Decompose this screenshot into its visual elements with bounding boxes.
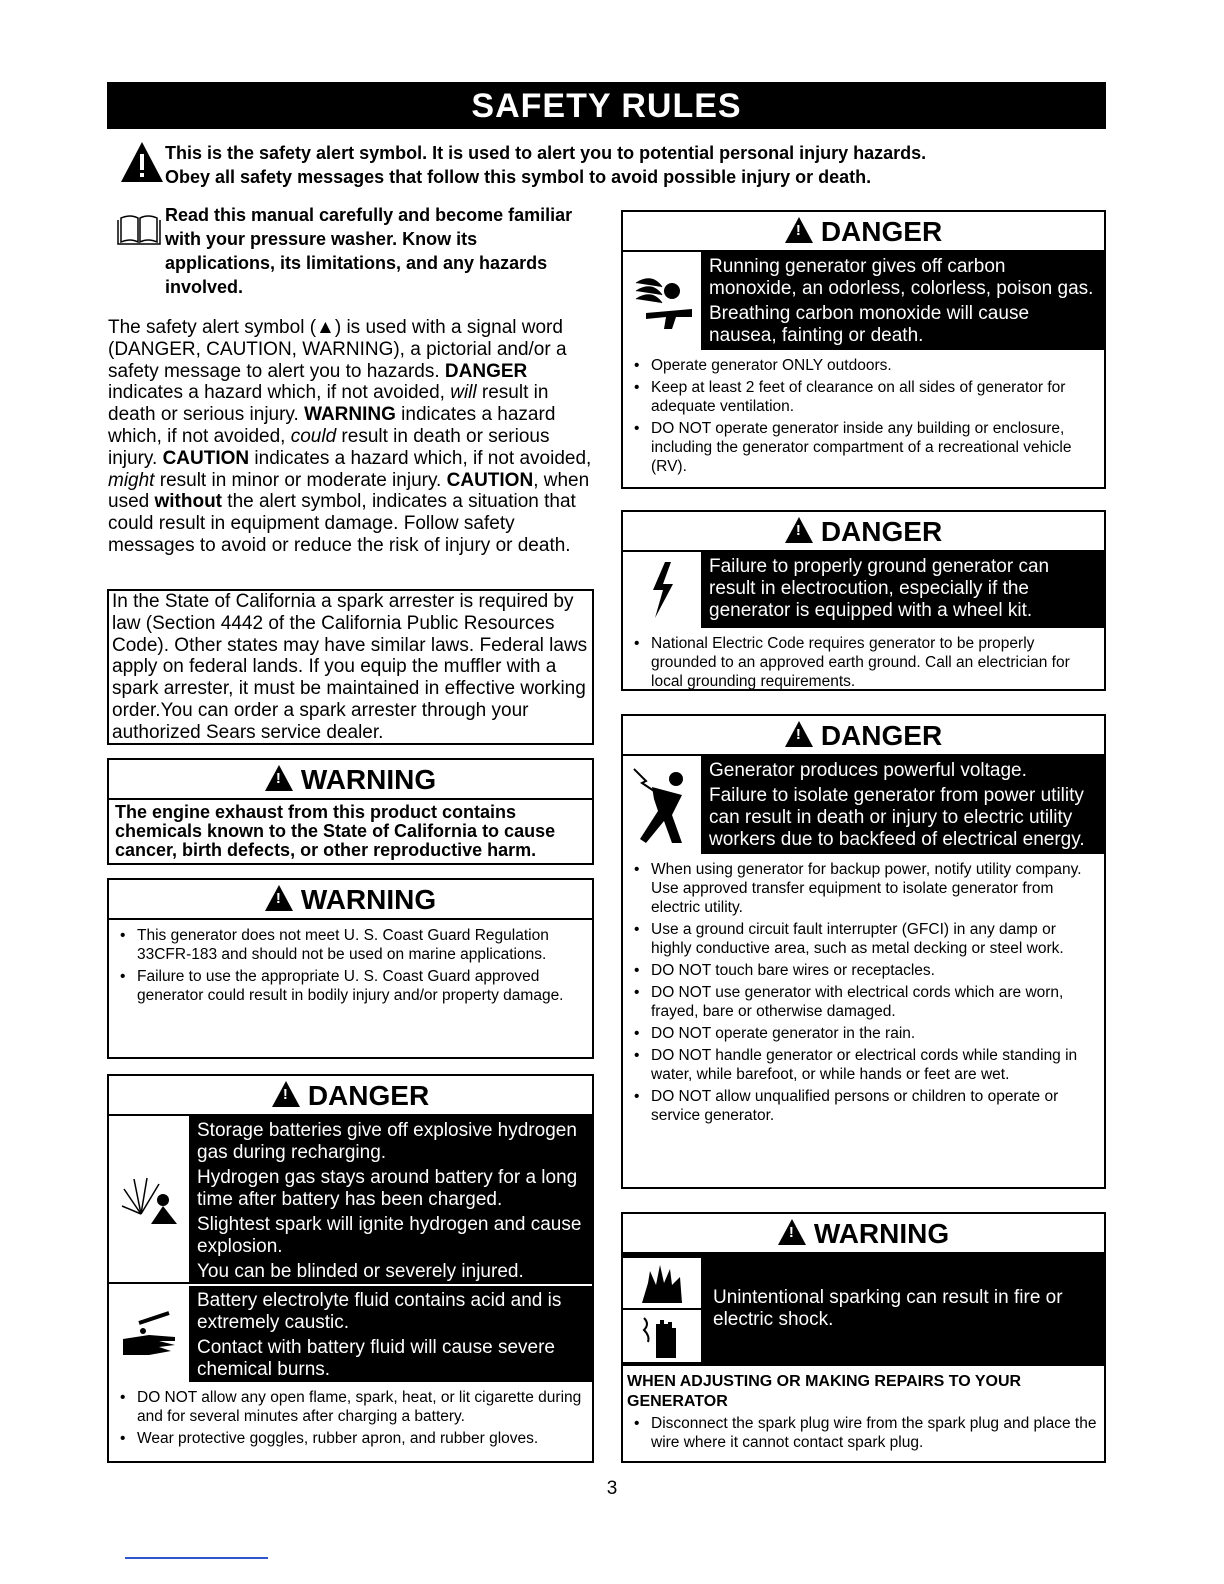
manual-note: Read this manual carefully and become familiar with your pressure washer. Know its applications, its limitations, and any hazards involved. <box>165 205 573 297</box>
hazard-line: Generator produces powerful voltage. <box>709 760 1027 781</box>
hazard-line: Failure to properly ground generator can result in electrocution, especially if the generator is equipped with a wheel kit. <box>709 556 1050 621</box>
text: indicates a hazard which, if not avoided, <box>108 404 556 447</box>
intro-paragraph <box>108 317 594 557</box>
signal-word: DANGER <box>307 1080 430 1111</box>
safety-alert-icon <box>120 140 164 189</box>
list-item: • Operate generator ONLY outdoors. <box>629 356 1098 375</box>
text: result in death or serious injury. <box>108 382 549 426</box>
alert-triangle-icon <box>272 1081 300 1107</box>
text: CAUTION <box>446 469 534 491</box>
page-title: SAFETY RULES <box>107 82 1106 129</box>
danger-grounding-box <box>621 510 1106 691</box>
bullet-list <box>623 628 1104 700</box>
list-item: • DO NOT touch bare wires or receptacles. <box>629 961 1098 980</box>
hazard-panel <box>623 552 1104 628</box>
danger-header <box>623 212 1104 252</box>
text: CAUTION <box>162 447 250 469</box>
divider-line <box>125 1557 268 1559</box>
list-item: • Failure to use the appropriate U. S. Coast Guard approved generator could result in bodily injury and/or property damage. <box>115 967 586 1005</box>
text: , when used <box>108 469 590 513</box>
danger-header <box>623 512 1104 552</box>
hazard-line: Battery electrolyte fluid contains acid and is extremely caustic. <box>197 1290 562 1333</box>
alert-triangle-icon <box>785 721 813 747</box>
list-item: • DO NOT allow any open flame, spark, heat, or lit cigarette during and for several minutes after charging a battery. <box>115 1388 586 1426</box>
danger-voltage-box <box>621 714 1106 1189</box>
signal-word: DANGER <box>820 720 943 751</box>
electric-shock-hand-icon <box>623 1310 701 1362</box>
signal-word: WARNING <box>300 884 437 915</box>
text: WARNING <box>304 404 396 426</box>
list-item: • Keep at least 2 feet of clearance on all sides of generator for adequate ventilation. <box>629 378 1098 416</box>
text: indicates a hazard which, if not avoided, <box>108 382 451 404</box>
acid-burn-icon <box>109 1286 189 1382</box>
warning-sparking-box <box>621 1212 1106 1463</box>
hazard-text <box>701 252 1104 350</box>
list-item: • DO NOT operate generator in the rain. <box>629 1024 1098 1043</box>
section-subheading: WHEN ADJUSTING OR MAKING REPAIRS TO YOUR GENERATOR <box>627 1373 1022 1410</box>
warning-exhaust-box <box>107 758 594 865</box>
hazard-line: Storage batteries give off explosive hydrogen gas during recharging. <box>197 1120 577 1163</box>
alert-symbol-text <box>165 141 926 189</box>
hazard-text <box>189 1286 592 1382</box>
hazard-line: Failure to isolate generator from power utility can result in death or injury to electric utility workers due to backfeed of electrical energy. <box>709 785 1085 850</box>
text: will <box>450 382 477 404</box>
text: might <box>108 469 155 491</box>
signal-word: WARNING <box>813 1218 950 1249</box>
list-item: • DO NOT operate generator inside any building or enclosure, including the generator compartment of a recreational vehicle (RV). <box>629 419 1098 476</box>
manual-book-icon <box>116 214 162 251</box>
text: without <box>154 491 223 513</box>
list-item: • DO NOT allow unqualified persons or children to operate or service generator. <box>629 1087 1098 1125</box>
signal-word: DANGER <box>820 516 943 547</box>
warning-text: The engine exhaust from this product contains chemicals known to the State of California to cause cancer, birth defects, or other reproductive harm. <box>115 802 556 860</box>
page-number: 3 <box>606 1478 618 1499</box>
hazard-text <box>701 552 1104 628</box>
danger-header <box>623 716 1104 756</box>
alert-triangle-icon <box>785 517 813 543</box>
text: could <box>290 425 337 447</box>
warning-coast-guard-box <box>107 878 594 1059</box>
danger-carbon-monoxide-box <box>621 210 1106 489</box>
list-item: • Wear protective goggles, rubber apron, and rubber gloves. <box>115 1429 586 1448</box>
explosion-icon <box>109 1116 189 1284</box>
danger-battery-box <box>107 1074 594 1463</box>
alert-triangle-icon <box>785 217 813 243</box>
electrocution-icon <box>623 756 701 854</box>
hazard-panel <box>623 252 1104 350</box>
hazard-line: You can be blinded or severely injured. <box>197 1261 524 1282</box>
california-notice: In the State of California a spark arrester is required by law (Section 4442 of the California Public Resources Code). Other states may have similar laws. Federal laws apply on federal lands. If you equip the muffler with a spark arrester, it must be maintained in effective working order.You can order a spark arrester through your authorized Sears service dealer. <box>107 589 594 745</box>
warning-header <box>623 1214 1104 1254</box>
alert-line-2: Obey all safety messages that follow this symbol to avoid possible injury or death. <box>165 167 872 187</box>
list-item: • When using generator for backup power, notify utility company. Use approved transfer equipment to isolate generator from electric utility. <box>629 860 1098 917</box>
hazard-line: Contact with battery fluid will cause severe chemical burns. <box>197 1337 555 1380</box>
warning-header <box>109 880 592 920</box>
text: result in minor or moderate injury. <box>154 469 447 491</box>
danger-header <box>109 1076 592 1116</box>
signal-word: WARNING <box>300 764 437 795</box>
bullet-list <box>623 854 1104 1134</box>
alert-triangle-icon <box>778 1219 806 1245</box>
hazard-line: Hydrogen gas stays around battery for a long time after battery has been charged. <box>197 1167 578 1210</box>
hazard-text <box>189 1116 592 1284</box>
list-item: • This generator does not meet U. S. Coast Guard Regulation 33CFR-183 and should not be used on marine applications. <box>115 926 586 964</box>
hazard-text <box>705 1283 1104 1338</box>
list-item: • Disconnect the spark plug wire from the spark plug and place the wire where it cannot contact spark plug. <box>629 1414 1098 1452</box>
text: indicates a hazard which, if not avoided, <box>249 447 592 469</box>
hazard-panel <box>109 1116 592 1284</box>
icon-column <box>623 1254 705 1366</box>
bullet-list <box>623 350 1104 485</box>
hazard-line: Breathing carbon monoxide will cause nausea, fainting or death. <box>709 303 1030 346</box>
bullet-list <box>109 920 592 1014</box>
alert-triangle-icon <box>265 765 293 791</box>
bullet-list <box>623 1412 1104 1461</box>
hazard-line: Slightest spark will ignite hydrogen and cause explosion. <box>197 1214 582 1257</box>
bullet-list <box>109 1382 592 1457</box>
text: the alert symbol, indicates a situation that could result in equipment damage. Follow safety messages to avoid or reduce the risk of injury or death. <box>108 491 576 556</box>
alert-line-1: This is the safety alert symbol. It is used to alert you to potential personal injury hazards. <box>165 143 927 163</box>
warning-header <box>109 760 592 800</box>
list-item: • National Electric Code requires generator to be properly grounded to an approved earth ground. Call an electrician for local grounding requirements. <box>629 634 1098 691</box>
list-item: • DO NOT use generator with electrical cords which are worn, frayed, bare or otherwise damaged. <box>629 983 1098 1021</box>
hazard-panel <box>623 756 1104 854</box>
fire-icon <box>623 1258 701 1308</box>
list-item: • DO NOT handle generator or electrical cords while standing in water, while barefoot, or while hands or feet are wet. <box>629 1046 1098 1084</box>
list-item: • Use a ground circuit fault interrupter (GFCI) in any damp or highly conductive area, such as metal decking or steel work. <box>629 920 1098 958</box>
signal-word: DANGER <box>820 216 943 247</box>
lightning-bolt-icon <box>623 552 701 628</box>
hazard-line: Unintentional sparking can result in fire or electric shock. <box>713 1286 1063 1330</box>
hazard-panel <box>623 1254 1104 1366</box>
hazard-text <box>701 756 1104 854</box>
text: result in death or serious injury. <box>108 425 550 469</box>
toxic-fumes-icon <box>623 252 701 350</box>
alert-triangle-icon <box>265 885 293 911</box>
hazard-line: Running generator gives off carbon monoxide, an odorless, colorless, poison gas. <box>709 256 1094 299</box>
hazard-panel <box>109 1286 592 1382</box>
text: DANGER <box>444 360 528 382</box>
text: The safety alert symbol ( <box>108 317 317 338</box>
text: ) is used with a signal word (DANGER, CAUTION, WARNING), a pictorial and/or a safety message to alert you to hazards. <box>108 317 567 382</box>
inline-alert-icon: ▲ <box>316 317 335 338</box>
